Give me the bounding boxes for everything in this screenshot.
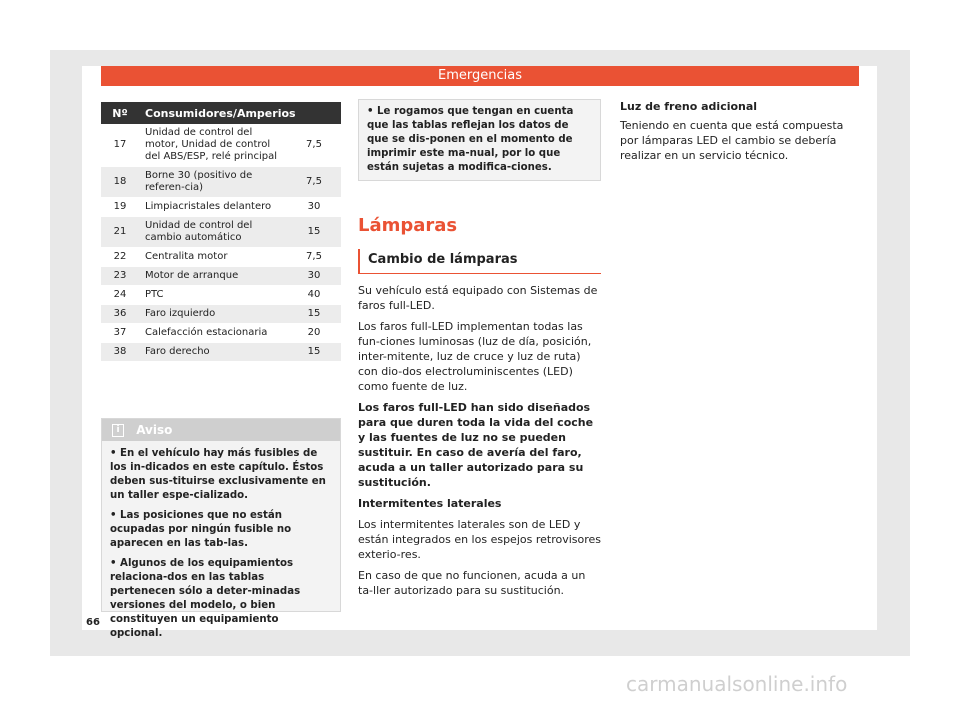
fuse-consumer: Limpiacristales delantero: [139, 198, 287, 217]
paragraph: Su vehículo está equipado con Sistemas de faros full-LED.: [358, 284, 598, 312]
aviso-body: [102, 441, 340, 641]
aviso-item: • Las posiciones que no están ocupadas por ningún fusible no aparecen en las tab-las.: [110, 510, 292, 549]
table-row: [101, 267, 341, 286]
table-row: [101, 217, 341, 248]
heading-freno: Luz de freno adicional: [620, 100, 758, 113]
table-row: [101, 286, 341, 305]
aviso-header: [102, 419, 340, 441]
fuse-number: 38: [101, 343, 139, 362]
fuse-consumer: Borne 30 (positivo de referen-cia): [139, 167, 287, 198]
section-header: Emergencias: [101, 66, 859, 86]
fuse-amperage: 7,5: [287, 248, 341, 267]
table-row: [101, 167, 341, 198]
fuse-table: [101, 102, 341, 362]
table-row: [101, 198, 341, 217]
fuse-amperage: 30: [287, 267, 341, 286]
fuse-consumer: Unidad de control del motor, Unidad de control del ABS/ESP, relé principal: [139, 124, 287, 167]
fuse-consumer: Faro izquierdo: [139, 305, 287, 324]
fuse-amperage: 7,5: [287, 124, 341, 167]
aviso-item: • En el vehículo hay más fusibles de los in-dicados en este capítulo. Éstos deben sus-tituirse exclusivamente en un taller espe-cializado.: [110, 448, 326, 501]
column-header-number: Nº: [101, 102, 139, 124]
fuse-consumer: PTC: [139, 286, 287, 305]
fuse-amperage: 15: [287, 217, 341, 248]
page-number: 66: [86, 617, 100, 628]
table-row: [101, 305, 341, 324]
fuse-number: 37: [101, 324, 139, 343]
table-header-row: [101, 102, 341, 124]
fuse-amperage: 7,5: [287, 167, 341, 198]
paragraph: Los faros full-LED implementan todas las fun-ciones luminosas (luz de día, posición, inter-mitente, luz de cruce y luz de ruta) con dio-dos electroluminiscentes (LED) como fuente de luz.: [358, 320, 592, 393]
fuse-consumer: Calefacción estacionaria: [139, 324, 287, 343]
fuse-consumer: Motor de arranque: [139, 267, 287, 286]
section-title-lamparas: Lámparas: [358, 215, 458, 236]
table-row: [101, 124, 341, 167]
info-icon: i: [112, 424, 124, 437]
fuse-number: 22: [101, 248, 139, 267]
aviso-title: Aviso: [136, 423, 173, 437]
fuse-amperage: 40: [287, 286, 341, 305]
fuse-consumer: Unidad de control del cambio automático: [139, 217, 287, 248]
fuse-number: 24: [101, 286, 139, 305]
fuse-consumer: Faro derecho: [139, 343, 287, 362]
watermark: carmanualsonline.info: [626, 672, 848, 696]
subsection-title-cambio: Cambio de lámparas: [358, 249, 601, 274]
fuse-amperage: 20: [287, 324, 341, 343]
fuse-number: 23: [101, 267, 139, 286]
aviso-box: [101, 418, 341, 639]
heading-intermitentes: Intermitentes laterales: [358, 497, 502, 510]
table-row: [101, 324, 341, 343]
table-row: [101, 343, 341, 362]
fuse-table-body: [101, 124, 341, 362]
fuse-consumer: Centralita motor: [139, 248, 287, 267]
note-box: • Le rogamos que tengan en cuenta que las tablas reflejan los datos de que se dis-ponen en el momento de imprimir este ma-nual, por lo que están sujetas a modifica-ciones.: [358, 99, 601, 181]
freno-section: [620, 99, 860, 163]
fuse-amperage: 30: [287, 198, 341, 217]
lamparas-text: [358, 283, 603, 604]
paragraph-bold: Los faros full-LED han sido diseñados para que duren toda la vida del coche y las fuentes de luz no se pueden sustituir. En caso de avería del faro, acuda a un taller autorizado para su sustitución.: [358, 401, 594, 489]
table-row: [101, 248, 341, 267]
paragraph: Los intermitentes laterales son de LED y están integrados en los espejos retrovisores exterio-res.: [358, 518, 602, 561]
paragraph: Teniendo en cuenta que está compuesta por lámparas LED el cambio se debería realizar en un servicio técnico.: [620, 119, 844, 162]
fuse-number: 21: [101, 217, 139, 248]
fuse-amperage: 15: [287, 305, 341, 324]
fuse-number: 17: [101, 124, 139, 167]
fuse-number: 19: [101, 198, 139, 217]
aviso-item: • Algunos de los equipamientos relaciona-dos en las tablas pertenecen sólo a deter-minadas versiones del modelo, o bien constituyen un equipamiento opcional.: [110, 558, 301, 639]
column-header-consumers: Consumidores/Amperios: [139, 102, 341, 124]
paragraph: En caso de que no funcionen, acuda a un ta-ller autorizado para su sustitución.: [358, 569, 586, 597]
fuse-number: 36: [101, 305, 139, 324]
fuse-number: 18: [101, 167, 139, 198]
fuse-amperage: 15: [287, 343, 341, 362]
